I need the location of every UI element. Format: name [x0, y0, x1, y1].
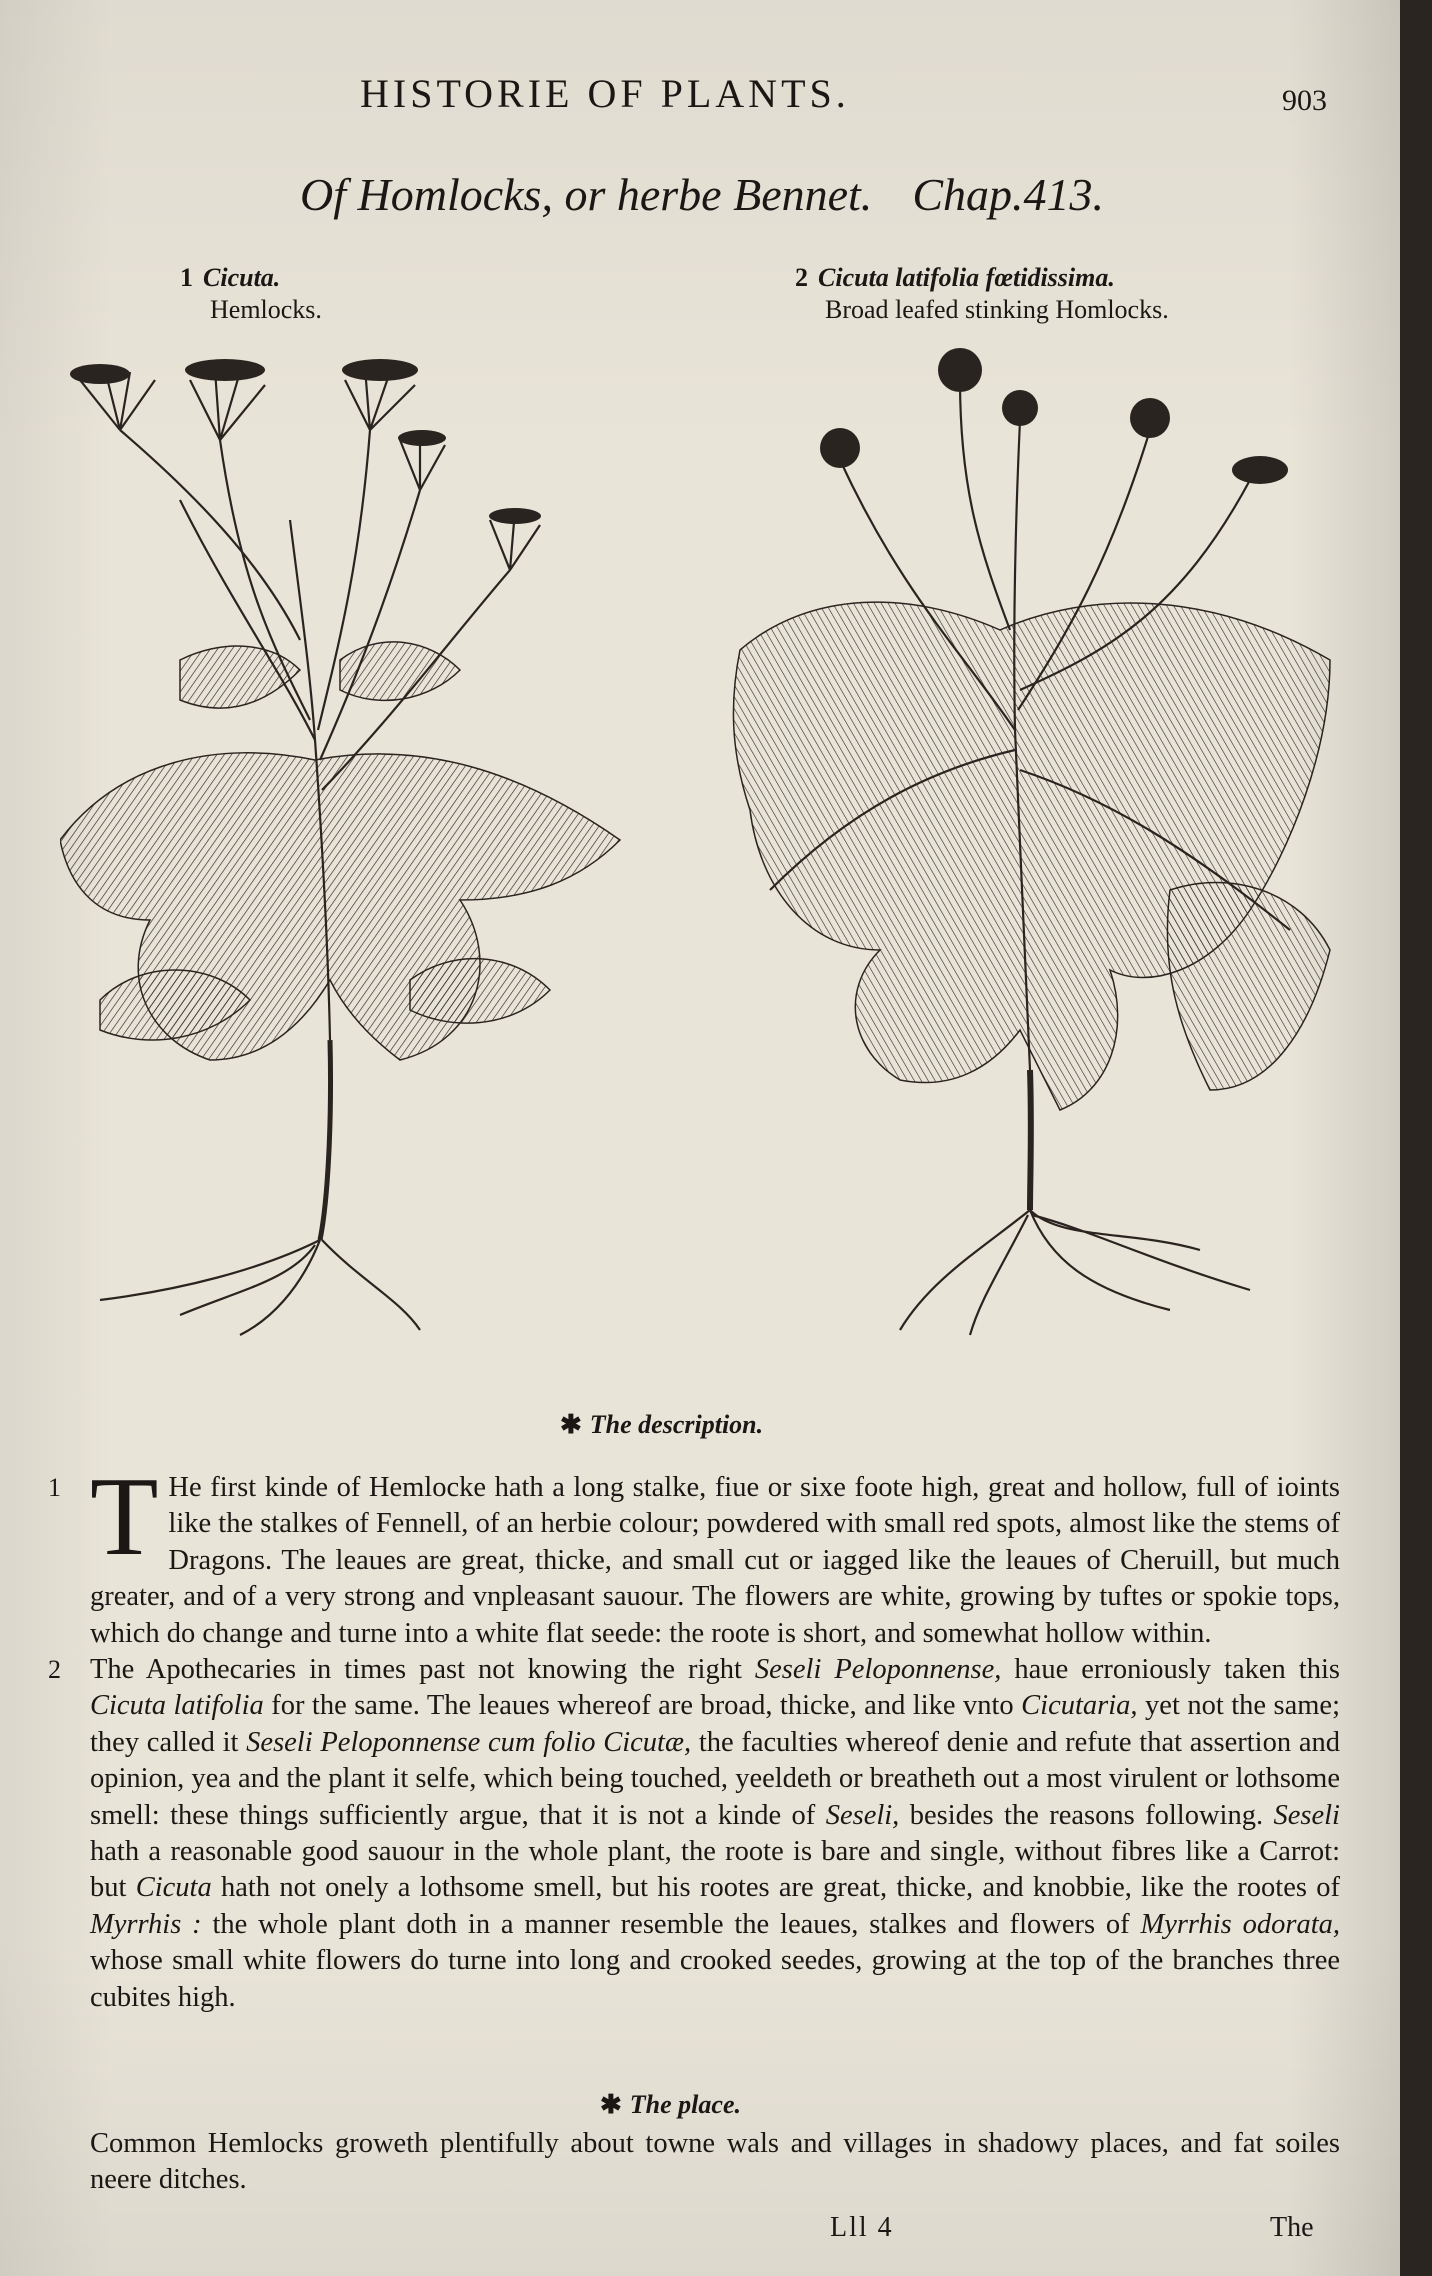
- asterism-icon: ✱: [600, 2090, 622, 2119]
- paragraph-3: Common Hemlocks groweth plentifully about towne wals and villages in shadowy places, and fat soiles neere ditches.: [90, 2128, 1340, 2196]
- p2-seg: Seseli Peloponnense,: [754, 1654, 1002, 1686]
- chapter-title: [300, 168, 1104, 221]
- p2-seg: The Apothecaries in times past not knowing the right: [90, 1654, 755, 1686]
- figure-2-english: Broad leafed stinking Homlocks.: [825, 295, 1169, 324]
- figure-1-latin: Cicuta.: [203, 263, 281, 292]
- paragraph-1: [48, 1455, 1340, 1652]
- signature-mark: Lll 4: [830, 2212, 894, 2243]
- chapter-title-text: Of Homlocks, or herbe Bennet.: [300, 169, 873, 220]
- p2-seg: Seseli: [1273, 1799, 1340, 1831]
- figure-1-english: Hemlocks.: [210, 295, 322, 324]
- p2-seg: besides the reasons following.: [899, 1799, 1274, 1831]
- p2-seg: the whole plant doth in a manner resemble the leaues, stalkes and flowers of: [201, 1908, 1141, 1940]
- p2-seg: the faculties whereof denie and refute that assertion and opinion, yea and the plant it selfe, which being touched, yeeldeth or breatheth out a most virulent or lothsome smell: these things sufficiently argue, that it is not a kinde of: [90, 1726, 1340, 1831]
- paragraph-1-number: 1: [48, 1473, 61, 1502]
- figure-1-number: 1: [180, 263, 193, 292]
- paragraph-2-number: 2: [48, 1655, 61, 1685]
- p2-seg: yet not the same; they called it: [90, 1690, 1341, 1758]
- description-text: [48, 1455, 1341, 2016]
- p2-seg: hath a reasonable good sauour in the whole plant, the roote is bare and single, without fibres like a Carrot: but: [90, 1836, 1340, 1904]
- drop-cap: T: [90, 1455, 159, 1579]
- p2-seg: Cicuta latifolia: [90, 1690, 264, 1722]
- figure-1-label: [180, 262, 322, 326]
- running-title: HISTORIE OF PLANTS.: [360, 71, 850, 116]
- place-text: [90, 2126, 1340, 2199]
- p2-seg: for the same. The leaues whereof are broad, thicke, and like vnto: [263, 1690, 1022, 1722]
- figure-2-label: [795, 262, 1169, 326]
- p2-seg: Cicutaria,: [1021, 1690, 1138, 1722]
- paragraph-1-text: He first kinde of Hemlocke hath a long stalke, fiue or sixe foote high, great and hollow, full of ioints like the stalkes of Fennell, of an herbie colour; powdered with small red spots, almost like the stems of Dragons. The leaues are great, thicke, and small cut or iagged like the leaues of Cheruill, but much greater, and of a very strong and vnpleasant sauour. The flowers are white, growing by tuftes or spokie tops, which do change and turne into a white flat seede: the roote is short, and somewhat hollow within.: [90, 1472, 1340, 1649]
- p2-seg: Myrrhis :: [90, 1908, 202, 1940]
- paragraph-2: [48, 1652, 1341, 2016]
- page-edge: [1400, 0, 1432, 2276]
- show-through-text: [70, 130, 77, 160]
- page-number: 903: [1282, 84, 1327, 117]
- hemlock-woodcut: [60, 340, 660, 1340]
- asterism-icon: ✱: [560, 1410, 582, 1439]
- p2-seg: hath not onely a lothsome smell, but his rootes are great, thicke, and knobbie, like the rootes of: [211, 1872, 1340, 1904]
- figure-2-number: 2: [795, 263, 808, 292]
- figure-2-latin: Cicuta latifolia fœtidissima.: [818, 263, 1115, 292]
- p2-seg: haue erroniously taken this: [1001, 1654, 1340, 1686]
- broad-leafed-hemlock-woodcut: [730, 330, 1350, 1340]
- place-heading: [600, 2090, 741, 2120]
- p2-seg: Seseli,: [825, 1799, 900, 1831]
- p2-seg: Cicuta: [135, 1872, 212, 1904]
- catchword: The: [1270, 2212, 1314, 2243]
- place-heading-text: The place.: [629, 2090, 741, 2119]
- p2-seg: whose small white flowers do turne into long and crooked seedes, growing at the top of the branches three cubites high.: [90, 1945, 1340, 2013]
- p2-seg: Seseli Peloponnense cum folio Cicutæ,: [246, 1726, 692, 1758]
- description-heading: [560, 1410, 763, 1440]
- chapter-number: Chap.413.: [912, 169, 1104, 220]
- p2-seg: Myrrhis odorata,: [1140, 1908, 1340, 1940]
- description-heading-text: The description.: [589, 1410, 764, 1439]
